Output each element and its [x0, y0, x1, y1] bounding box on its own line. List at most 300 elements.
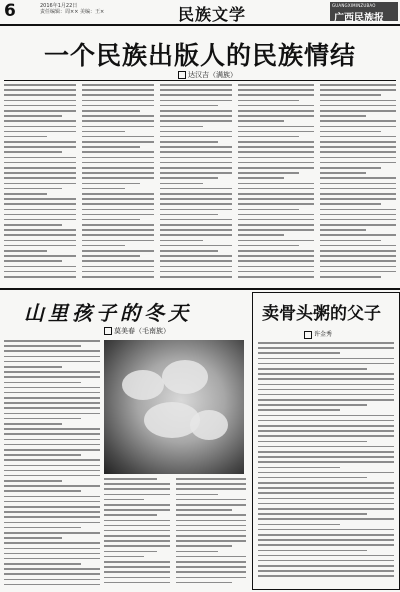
text-line	[82, 229, 154, 231]
text-line	[104, 509, 170, 511]
text-line	[176, 561, 246, 563]
text-line	[4, 407, 100, 409]
text-line	[258, 363, 394, 365]
paper-name-en: GUANGXIMINZUBAO	[332, 3, 376, 8]
text-line	[4, 439, 100, 441]
text-line	[4, 568, 100, 570]
text-line	[258, 467, 340, 469]
text-line	[4, 413, 100, 415]
article-1-title: 一个民族出版人的民族情结	[43, 41, 356, 70]
text-line	[320, 255, 396, 257]
text-line	[176, 483, 246, 485]
text-line	[258, 352, 340, 354]
text-line	[238, 245, 299, 247]
text-line	[160, 172, 232, 174]
text-line	[4, 131, 76, 133]
text-line	[258, 368, 367, 370]
text-line	[160, 136, 232, 138]
text-line	[104, 499, 144, 501]
text-line	[238, 250, 314, 252]
text-line	[176, 478, 246, 480]
text-line	[238, 157, 314, 159]
article-2-title: 山里孩子的冬天	[24, 301, 192, 325]
article-1-column-5	[320, 84, 396, 284]
text-line	[238, 120, 284, 122]
text-line	[238, 105, 314, 107]
text-line	[238, 89, 314, 91]
text-line	[258, 555, 394, 557]
text-line	[320, 219, 396, 221]
text-line	[238, 214, 314, 216]
text-line	[4, 459, 100, 461]
article-3-byline: 许金秀	[304, 329, 332, 339]
masthead	[0, 0, 400, 26]
text-line	[104, 494, 170, 496]
text-line	[258, 347, 394, 349]
text-line	[82, 266, 154, 268]
text-line	[320, 157, 396, 159]
text-line	[320, 162, 396, 164]
text-line	[320, 131, 381, 133]
text-line	[320, 94, 381, 96]
article-2-byline: 莫美春（毛南族）	[104, 326, 170, 336]
paper-name-cn: 广西民族报	[334, 13, 384, 24]
text-line	[4, 120, 76, 122]
text-line	[4, 183, 76, 185]
text-line	[104, 540, 170, 542]
text-line	[82, 162, 154, 164]
text-line	[104, 556, 144, 558]
text-line	[258, 565, 394, 567]
text-line	[82, 131, 125, 133]
text-line	[4, 480, 62, 482]
text-line	[320, 172, 366, 174]
text-line	[176, 509, 232, 511]
text-line	[176, 535, 246, 537]
text-line	[176, 551, 218, 553]
text-line	[4, 214, 76, 216]
text-line	[258, 503, 394, 505]
text-line	[4, 172, 76, 174]
article-1-rule	[4, 80, 396, 81]
text-line	[82, 234, 154, 236]
text-line	[176, 556, 246, 558]
text-line	[4, 157, 76, 159]
issue-info	[40, 3, 150, 15]
text-line	[4, 345, 81, 347]
article-1-column-1	[4, 84, 76, 284]
text-line	[4, 423, 62, 425]
text-line	[104, 535, 170, 537]
text-line	[258, 384, 394, 386]
text-line	[4, 136, 47, 138]
article-1-byline: 达汉吉（满族）	[178, 70, 237, 80]
text-line	[258, 435, 394, 437]
text-line	[238, 271, 314, 273]
text-line	[320, 167, 381, 169]
text-line	[4, 563, 81, 565]
text-line	[4, 219, 76, 221]
text-line	[320, 224, 396, 226]
text-line	[4, 496, 100, 498]
text-line	[238, 126, 314, 128]
byline-box-icon	[104, 327, 112, 335]
text-line	[258, 550, 367, 552]
text-line	[176, 566, 246, 568]
issue-date: 2016年1月22日	[40, 3, 78, 9]
text-line	[82, 245, 125, 247]
children-hands-photo	[104, 340, 244, 474]
text-line	[238, 162, 314, 164]
text-line	[320, 245, 396, 247]
text-line	[160, 245, 232, 247]
text-line	[4, 382, 81, 384]
text-line	[176, 494, 218, 496]
text-line	[4, 188, 62, 190]
text-line	[4, 340, 100, 342]
text-line	[258, 518, 394, 520]
text-line	[4, 516, 100, 518]
text-line	[82, 84, 154, 86]
text-line	[238, 141, 314, 143]
text-line	[82, 126, 154, 128]
text-line	[176, 582, 232, 584]
text-line	[176, 545, 232, 547]
text-line	[160, 89, 232, 91]
text-line	[4, 532, 100, 534]
text-line	[4, 548, 100, 550]
text-line	[4, 89, 76, 91]
text-line	[82, 146, 140, 148]
text-line	[258, 404, 367, 406]
text-line	[82, 198, 154, 200]
text-line	[82, 177, 154, 179]
text-line	[82, 100, 154, 102]
text-line	[4, 537, 62, 539]
text-line	[104, 551, 157, 553]
text-line	[320, 229, 366, 231]
text-line	[4, 203, 76, 205]
text-line	[4, 490, 81, 492]
text-line	[320, 183, 396, 185]
text-line	[4, 350, 100, 352]
text-line	[4, 229, 76, 231]
text-line	[82, 183, 140, 185]
text-line	[4, 485, 100, 487]
text-line	[258, 394, 394, 396]
text-line	[4, 522, 100, 524]
text-line	[238, 94, 314, 96]
text-line	[258, 575, 394, 577]
text-line	[160, 240, 203, 242]
text-line	[4, 366, 62, 368]
text-line	[160, 94, 232, 96]
text-line	[258, 378, 394, 380]
byline-box-icon	[304, 331, 312, 339]
horizontal-divider	[0, 288, 400, 290]
text-line	[104, 561, 170, 563]
text-line	[238, 260, 314, 262]
text-line	[4, 224, 62, 226]
text-line	[4, 162, 76, 164]
text-line	[258, 342, 394, 344]
text-line	[82, 94, 154, 96]
text-line	[258, 492, 394, 494]
text-line	[238, 224, 314, 226]
text-line	[4, 392, 100, 394]
text-line	[4, 542, 100, 544]
text-line	[160, 120, 232, 122]
text-line	[82, 188, 125, 190]
text-line	[82, 255, 140, 257]
text-line	[258, 534, 394, 536]
text-line	[82, 89, 154, 91]
text-line	[4, 240, 76, 242]
text-line	[4, 506, 100, 508]
text-line	[82, 209, 154, 211]
text-line	[160, 100, 232, 102]
text-line	[82, 115, 154, 117]
text-line	[4, 271, 76, 273]
article-1-column-2	[82, 84, 154, 284]
text-line	[82, 224, 154, 226]
text-line	[258, 456, 394, 458]
text-line	[160, 219, 232, 221]
hand-shape	[162, 360, 208, 394]
text-line	[4, 198, 76, 200]
text-line	[238, 240, 314, 242]
text-line	[4, 418, 81, 420]
text-line	[160, 141, 218, 143]
text-line	[4, 376, 100, 378]
text-line	[4, 449, 100, 451]
text-line	[176, 530, 246, 532]
text-line	[320, 110, 396, 112]
text-line	[82, 157, 154, 159]
text-line	[104, 582, 170, 584]
text-line	[4, 250, 47, 252]
text-line	[4, 444, 100, 446]
text-line	[238, 193, 314, 195]
text-line	[176, 520, 246, 522]
text-line	[238, 234, 284, 236]
text-line	[4, 428, 100, 430]
text-line	[4, 573, 100, 575]
text-line	[82, 193, 154, 195]
text-line	[104, 530, 170, 532]
article-1-column-4	[238, 84, 314, 284]
text-line	[4, 527, 81, 529]
text-line	[320, 260, 396, 262]
text-line	[4, 105, 76, 107]
text-line	[4, 356, 100, 358]
text-line	[4, 255, 76, 257]
text-line	[258, 358, 394, 360]
text-line	[320, 105, 396, 107]
text-line	[82, 172, 154, 174]
text-line	[4, 433, 100, 435]
text-line	[258, 399, 394, 401]
text-line	[104, 577, 170, 579]
text-line	[4, 115, 62, 117]
article-2-column-1	[4, 340, 100, 590]
text-line	[238, 146, 314, 148]
text-line	[258, 389, 394, 391]
text-line	[176, 525, 246, 527]
text-line	[82, 203, 154, 205]
text-line	[160, 224, 232, 226]
text-line	[4, 193, 47, 195]
text-line	[238, 110, 314, 112]
text-line	[82, 151, 154, 153]
text-line	[320, 271, 396, 273]
text-line	[320, 84, 396, 86]
text-line	[176, 488, 246, 490]
text-line	[4, 553, 100, 555]
text-line	[320, 266, 396, 268]
text-line	[4, 234, 76, 236]
text-line	[160, 214, 218, 216]
text-line	[160, 146, 232, 148]
text-line	[258, 425, 394, 427]
text-line	[160, 276, 232, 278]
text-line	[238, 136, 299, 138]
text-line	[176, 504, 246, 506]
byline-box-icon	[178, 71, 186, 79]
text-line	[160, 177, 218, 179]
text-line	[176, 571, 246, 573]
text-line	[82, 110, 140, 112]
text-line	[82, 141, 154, 143]
text-line	[104, 514, 157, 516]
text-line	[4, 177, 76, 179]
text-line	[238, 266, 314, 268]
text-line	[258, 451, 394, 453]
hand-shape	[122, 370, 164, 400]
text-line	[4, 94, 76, 96]
text-line	[238, 276, 314, 278]
text-line	[238, 151, 314, 153]
text-line	[160, 151, 232, 153]
text-line	[4, 209, 76, 211]
text-line	[258, 560, 394, 562]
text-line	[104, 483, 170, 485]
text-line	[82, 260, 154, 262]
text-line	[4, 454, 81, 456]
text-line	[258, 441, 367, 443]
text-line	[258, 482, 394, 484]
text-line	[4, 465, 100, 467]
text-line	[320, 89, 396, 91]
text-line	[258, 508, 394, 510]
text-line	[4, 126, 76, 128]
issue-editors: 责任编辑：周×× 美编：王×	[40, 9, 105, 15]
text-line	[160, 115, 232, 117]
text-line	[320, 100, 396, 102]
text-line	[160, 255, 232, 257]
text-line	[4, 84, 76, 86]
text-line	[4, 245, 76, 247]
text-line	[258, 430, 394, 432]
text-line	[258, 487, 394, 489]
text-line	[82, 276, 154, 278]
text-line	[320, 198, 396, 200]
text-line	[258, 513, 367, 515]
text-line	[238, 167, 314, 169]
text-line	[4, 371, 100, 373]
text-line	[4, 511, 100, 513]
text-line	[160, 188, 232, 190]
text-line	[238, 177, 284, 179]
text-line	[258, 373, 394, 375]
article-3-body	[258, 342, 394, 586]
text-line	[320, 151, 396, 153]
text-line	[104, 520, 170, 522]
text-line	[4, 584, 100, 586]
article-2-column-3	[176, 478, 246, 590]
hand-shape	[190, 410, 228, 440]
text-line	[320, 136, 396, 138]
text-line	[4, 266, 76, 268]
text-line	[320, 209, 396, 211]
text-line	[4, 110, 76, 112]
text-line	[176, 577, 246, 579]
text-line	[160, 167, 232, 169]
text-line	[176, 499, 246, 501]
text-line	[258, 415, 394, 417]
text-line	[238, 229, 314, 231]
text-line	[320, 193, 396, 195]
text-line	[160, 234, 232, 236]
text-line	[258, 529, 394, 531]
text-line	[4, 501, 100, 503]
text-line	[160, 250, 218, 252]
text-line	[258, 498, 394, 500]
text-line	[4, 100, 76, 102]
text-line	[258, 461, 394, 463]
text-line	[258, 544, 394, 546]
text-line	[238, 219, 314, 221]
text-line	[258, 420, 394, 422]
text-line	[320, 234, 396, 236]
text-line	[258, 472, 394, 474]
text-line	[82, 219, 140, 221]
text-line	[160, 260, 232, 262]
section-title: 民族文学	[178, 5, 247, 24]
paper-logo	[330, 2, 398, 24]
text-line	[258, 570, 394, 572]
text-line	[320, 276, 381, 278]
text-line	[160, 271, 232, 273]
text-line	[320, 250, 396, 252]
text-line	[4, 151, 62, 153]
article-1-column-3	[160, 84, 232, 284]
text-line	[4, 397, 100, 399]
text-line	[238, 198, 314, 200]
text-line	[4, 387, 100, 389]
text-line	[320, 214, 396, 216]
text-line	[4, 475, 100, 477]
article-3-title: 卖骨头粥的父子	[262, 304, 381, 324]
text-line	[320, 203, 381, 205]
text-line	[4, 558, 100, 560]
text-line	[320, 188, 396, 190]
page-number: 6	[4, 1, 16, 21]
text-line	[258, 524, 340, 526]
text-line	[238, 100, 299, 102]
text-line	[176, 514, 246, 516]
text-line	[160, 84, 232, 86]
